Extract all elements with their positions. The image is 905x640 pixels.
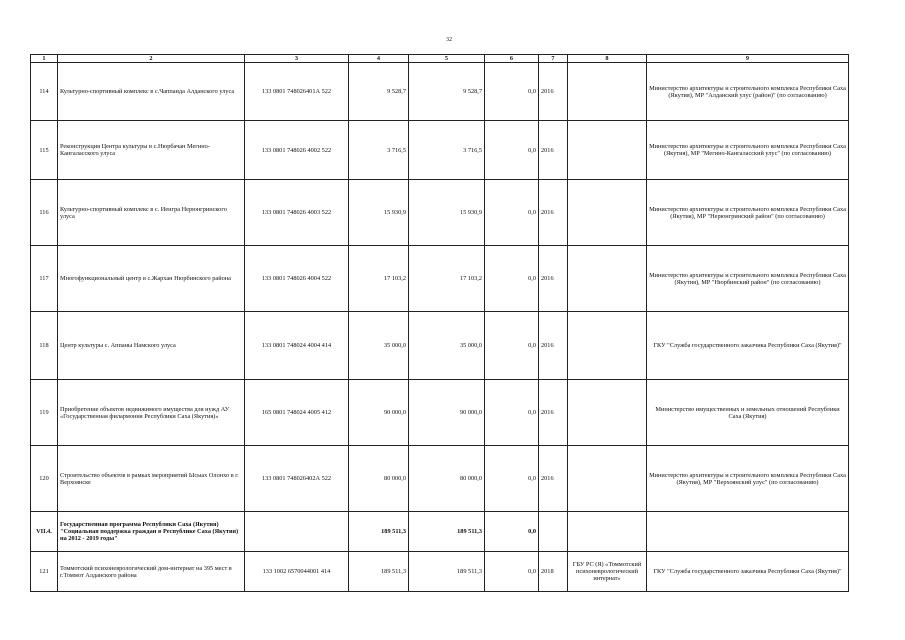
column-header: 8 — [568, 55, 647, 63]
amount-budget: 90 000,0 — [409, 380, 485, 446]
row-number: 117 — [31, 246, 58, 312]
year — [539, 512, 568, 552]
column-header: 9 — [647, 55, 849, 63]
amount-budget: 35 000,0 — [409, 312, 485, 380]
budget-code — [245, 512, 349, 552]
table-row — [31, 121, 849, 180]
row-number: 119 — [31, 380, 58, 446]
amount-other: 0,0 — [485, 446, 539, 512]
column-header: 4 — [349, 55, 409, 63]
budget-code: 133 0801 748026401А 522 — [245, 63, 349, 121]
data-table — [30, 54, 849, 592]
amount-budget: 17 103,2 — [409, 246, 485, 312]
object-name: Приобретение объектов недвижимого имущества для нужд АУ «Государственная филармония Республики Саха (Якутия)» — [58, 380, 245, 446]
year: 2016 — [539, 312, 568, 380]
header-row — [31, 55, 849, 63]
amount-total: 189 511,3 — [349, 512, 409, 552]
table-row — [31, 312, 849, 380]
budget-code: 133 0801 748026402А 522 — [245, 446, 349, 512]
budget-code: 165 0801 748024 4005 412 — [245, 380, 349, 446]
amount-other: 0,0 — [485, 512, 539, 552]
object-name: Томмотский психоневрологический дом-интернат на 395 мест в г.Томмот Алданского района — [58, 552, 245, 592]
budget-code: 133 0801 748026 4003 522 — [245, 180, 349, 246]
table-row — [31, 380, 849, 446]
customer — [568, 446, 647, 512]
budget-code: 133 1002 6570044001 414 — [245, 552, 349, 592]
amount-budget: 15 930,9 — [409, 180, 485, 246]
responsible: Министерство архитектуры и строительного комплекса Республики Саха (Якутия), МР "Алданский улус (район)" (по согласованию) — [647, 63, 849, 121]
row-number: 116 — [31, 180, 58, 246]
column-header: 3 — [245, 55, 349, 63]
amount-total: 90 000,0 — [349, 380, 409, 446]
amount-other: 0,0 — [485, 552, 539, 592]
object-name: Центр культуры с. Аппаны Намского улуса — [58, 312, 245, 380]
amount-budget: 9 528,7 — [409, 63, 485, 121]
responsible: Министерство имущественных и земельных отношений Республики Саха (Якутия) — [647, 380, 849, 446]
year: 2016 — [539, 121, 568, 180]
amount-total: 9 528,7 — [349, 63, 409, 121]
section-number: VII.4. — [31, 512, 58, 552]
object-name: Культурно-спортивный комплекс в с. Иенгра Нерюнгринского улуса — [58, 180, 245, 246]
responsible: ГКУ "Служба государственного заказчика Республики Саха (Якутия)" — [647, 552, 849, 592]
table-row — [31, 63, 849, 121]
responsible: ГКУ "Служба государственного заказчика Республики Саха (Якутия)" — [647, 312, 849, 380]
amount-other: 0,0 — [485, 246, 539, 312]
column-header: 1 — [31, 55, 58, 63]
amount-budget: 189 511,3 — [409, 512, 485, 552]
amount-total: 3 716,5 — [349, 121, 409, 180]
table-row — [31, 446, 849, 512]
amount-total: 15 930,9 — [349, 180, 409, 246]
amount-other: 0,0 — [485, 180, 539, 246]
column-header: 7 — [539, 55, 568, 63]
amount-budget: 80 000,0 — [409, 446, 485, 512]
object-name: Многофункциональный центр в с.Жархан Нюрбинского района — [58, 246, 245, 312]
amount-other: 0,0 — [485, 312, 539, 380]
section-row — [31, 512, 849, 552]
customer — [568, 312, 647, 380]
amount-total: 80 000,0 — [349, 446, 409, 512]
object-name: Строительство объектов в рамках мероприятий Ысыах Олонхо в г. Верхоянске — [58, 446, 245, 512]
year: 2016 — [539, 380, 568, 446]
year: 2016 — [539, 446, 568, 512]
page-number: 32 — [446, 37, 452, 43]
amount-total: 189 511,3 — [349, 552, 409, 592]
customer — [568, 380, 647, 446]
customer — [568, 512, 647, 552]
responsible: Министерство архитектуры и строительного комплекса Республики Саха (Якутия), МР "Нерюнгринский район" (по согласованию) — [647, 180, 849, 246]
amount-total: 35 000,0 — [349, 312, 409, 380]
row-number: 121 — [31, 552, 58, 592]
year: 2016 — [539, 246, 568, 312]
column-header: 6 — [485, 55, 539, 63]
customer — [568, 180, 647, 246]
row-number: 115 — [31, 121, 58, 180]
customer: ГБУ РС (Я) «Томмотский психоневрологический интернат» — [568, 552, 647, 592]
row-number: 120 — [31, 446, 58, 512]
table-row — [31, 552, 849, 592]
amount-other: 0,0 — [485, 121, 539, 180]
year: 2016 — [539, 180, 568, 246]
year: 2018 — [539, 552, 568, 592]
customer — [568, 63, 647, 121]
budget-code: 133 0801 748026 4002 522 — [245, 121, 349, 180]
amount-other: 0,0 — [485, 63, 539, 121]
amount-budget: 189 511,3 — [409, 552, 485, 592]
column-header: 2 — [58, 55, 245, 63]
budget-code: 133 0801 748026 4004 522 — [245, 246, 349, 312]
table-body — [31, 55, 849, 592]
responsible: Министерство архитектуры и строительного комплекса Республики Саха (Якутия), МР "Верхоянский улус" (по согласованию) — [647, 446, 849, 512]
object-name: Реконструкция Центра культуры в с.Нюрбачан Мегино-Кангаласского улуса — [58, 121, 245, 180]
responsible: Министерство архитектуры и строительного комплекса Республики Саха (Якутия), МР "Нюрбинский район" (по согласованию) — [647, 246, 849, 312]
responsible — [647, 512, 849, 552]
customer — [568, 121, 647, 180]
object-name: Культурно-спортивный комплекс в с.Чаппанда Алданского улуса — [58, 63, 245, 121]
table-row — [31, 246, 849, 312]
customer — [568, 246, 647, 312]
row-number: 118 — [31, 312, 58, 380]
section-title: Государственная программа Республики Саха (Якутия) "Социальная поддержка граждан в Республике Саха (Якутия) на 2012 - 2019 годы" — [58, 512, 245, 552]
year: 2016 — [539, 63, 568, 121]
amount-other: 0,0 — [485, 380, 539, 446]
responsible: Министерство архитектуры и строительного комплекса Республики Саха (Якутия), МР "Мегино-Кангаласский улус" (по согласованию) — [647, 121, 849, 180]
budget-code: 133 0801 748024 4004 414 — [245, 312, 349, 380]
column-header: 5 — [409, 55, 485, 63]
amount-total: 17 103,2 — [349, 246, 409, 312]
row-number: 114 — [31, 63, 58, 121]
amount-budget: 3 716,5 — [409, 121, 485, 180]
table-row — [31, 180, 849, 246]
